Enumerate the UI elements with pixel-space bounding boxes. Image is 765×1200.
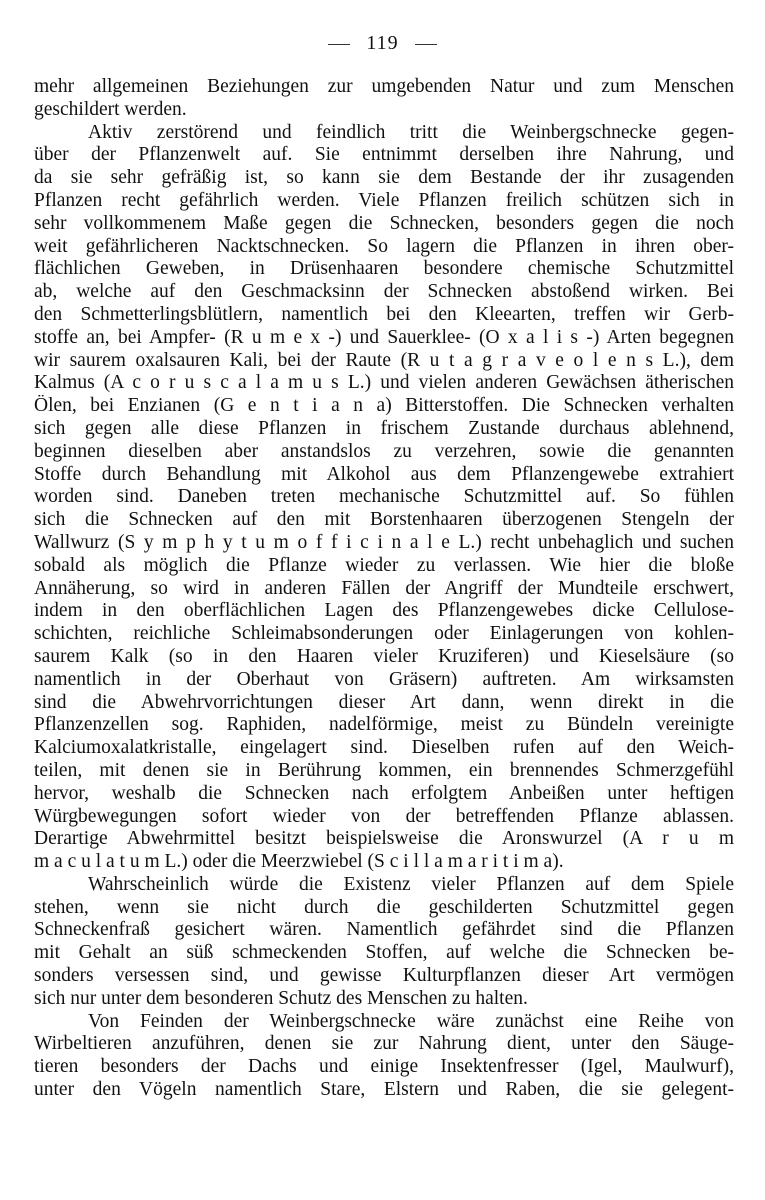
text-line: hervor, weshalb die Schnecken nach erfolgtem Anbeißen unter heftigen: [34, 782, 734, 804]
text-line: worden sind. Daneben treten mechanische Schutzmittel auf. So fühlen: [34, 486, 734, 508]
text-line: sobald als möglich die Pflanze wieder zu verlassen. Wie hier die bloße: [34, 554, 734, 576]
text-line: geschildert werden.: [34, 98, 187, 120]
text-line: sehr vollkommenem Maße gegen die Schnecken, besonders gegen die noch: [34, 212, 734, 234]
text-line: saurem Kalk (so in den Haaren vieler Kruziferen) und Kieselsäure (so: [34, 645, 734, 667]
text-line: sonders versessen sind, und gewisse Kulturpflanzen dieser Art vermögen: [34, 965, 734, 987]
text-line: Wallwurz (S y m p h y t u m o f f i c i n a l e L.) recht unbehaglich und suchen: [34, 531, 734, 553]
text-line: mit Gehalt an süß schmeckenden Stoffen, auf welche die Schnecken be-: [34, 942, 734, 964]
text-line: schichten, reichliche Schleimabsonderungen oder Einlagerungen von kohlen-: [34, 623, 734, 645]
text-line: beginnen dieselben aber anstandslos zu verzehren, sowie die genannten: [34, 440, 734, 462]
text-line: sich die Schnecken auf den mit Borstenhaaren überzogenen Stengeln der: [34, 509, 734, 531]
text-line: wir saurem oxalsauren Kali, bei der Raute (R u t a g r a v e o l e n s L.), dem: [34, 349, 734, 371]
right-dash: [415, 44, 437, 45]
text-line: Kalmus (A c o r u s c a l a m u s L.) und vielen anderen Gewächsen ätherischen: [34, 372, 734, 394]
text-line: Ölen, bei Enzianen (G e n t i a n a) Bitterstoffen. Die Schnecken verhalten: [34, 395, 734, 417]
text-line: indem in den oberflächlichen Lagen des Pflanzengewebes dicke Cellulose-: [34, 600, 734, 622]
text-line: flächlichen Geweben, in Drüsenhaaren besondere chemische Schutzmittel: [34, 258, 734, 280]
text-line: teilen, mit denen sie in Berührung kommen, ein brennendes Schmerzgefühl: [34, 759, 734, 781]
left-dash: [328, 44, 350, 45]
text-line: Pflanzen recht gefährlich werden. Viele Pflanzen freilich schützen sich in: [34, 189, 734, 211]
text-line: den Schmetterlingsblütlern, namentlich bei den Kleearten, treffen wir Gerb-: [34, 303, 734, 325]
text-line: Aktiv zerstörend und feindlich tritt die Weinbergschnecke gegen-: [88, 121, 734, 143]
text-line: Schneckenfraß gesichert wären. Namentlich gefährdet sind die Pflanzen: [34, 919, 734, 941]
page-number-header: [0, 32, 765, 55]
text-line: Von Feinden der Weinbergschnecke wäre zunächst eine Reihe von: [88, 1010, 734, 1032]
page-number: 119: [366, 32, 399, 54]
text-line: sind die Abwehrvorrichtungen dieser Art dann, wenn direkt in die: [34, 691, 734, 713]
text-line: stoffe an, bei Ampfer- (R u m e x -) und Sauerklee- (O x a l i s -) Arten begegnen: [34, 326, 734, 348]
text-line: über der Pflanzenwelt auf. Sie entnimmt derselben ihre Nahrung, und: [34, 144, 734, 166]
text-line: sich nur unter dem besonderen Schutz des Menschen zu halten.: [34, 987, 528, 1009]
text-line: Wirbeltieren anzuführen, denen sie zur Nahrung dient, unter den Säuge-: [34, 1033, 734, 1055]
text-line: stehen, wenn sie nicht durch die geschilderten Schutzmittel gegen: [34, 896, 734, 918]
text-line: weit gefährlicheren Nacktschnecken. So lagern die Pflanzen in ihren ober-: [34, 235, 734, 257]
text-line: unter den Vögeln namentlich Stare, Elstern und Raben, die sie gelegent-: [34, 1079, 734, 1101]
text-line: namentlich in der Oberhaut von Gräsern) auftreten. Am wirksamsten: [34, 668, 734, 690]
text-line: Würgbewegungen sofort wieder von der betreffenden Pflanze ablassen.: [34, 805, 734, 827]
text-line: Derartige Abwehrmittel besitzt beispielsweise die Aronswurzel (A r u m: [34, 828, 734, 850]
text-line: m a c u l a t u m L.) oder die Meerzwiebel (S c i l l a m a r i t i m a).: [34, 851, 564, 873]
text-line: da sie sehr gefräßig ist, so kann sie dem Bestande der ihr zusagenden: [34, 167, 734, 189]
text-line: Annäherung, so wird in anderen Fällen der Angriff der Mundteile erschwert,: [34, 577, 734, 599]
body-text: [34, 76, 734, 1102]
text-line: Pflanzenzellen sog. Raphiden, nadelförmige, meist zu Bündeln vereinigte: [34, 714, 734, 736]
text-line: sich gegen alle diese Pflanzen in frischem Zustande durchaus ablehnend,: [34, 417, 734, 439]
text-line: ab, welche auf den Geschmacksinn der Schnecken abstoßend wirken. Bei: [34, 281, 734, 303]
text-line: mehr allgemeinen Beziehungen zur umgebenden Natur und zum Menschen: [34, 76, 734, 97]
text-line: Wahrscheinlich würde die Existenz vieler Pflanzen auf dem Spiele: [88, 873, 734, 895]
text-line: tieren besonders der Dachs und einige Insektenfresser (Igel, Maulwurf),: [34, 1056, 734, 1078]
text-line: Kalciumoxalatkristalle, eingelagert sind. Dieselben rufen auf den Weich-: [34, 737, 734, 759]
text-line: Stoffe durch Behandlung mit Alkohol aus dem Pflanzengewebe extrahiert: [34, 463, 734, 485]
